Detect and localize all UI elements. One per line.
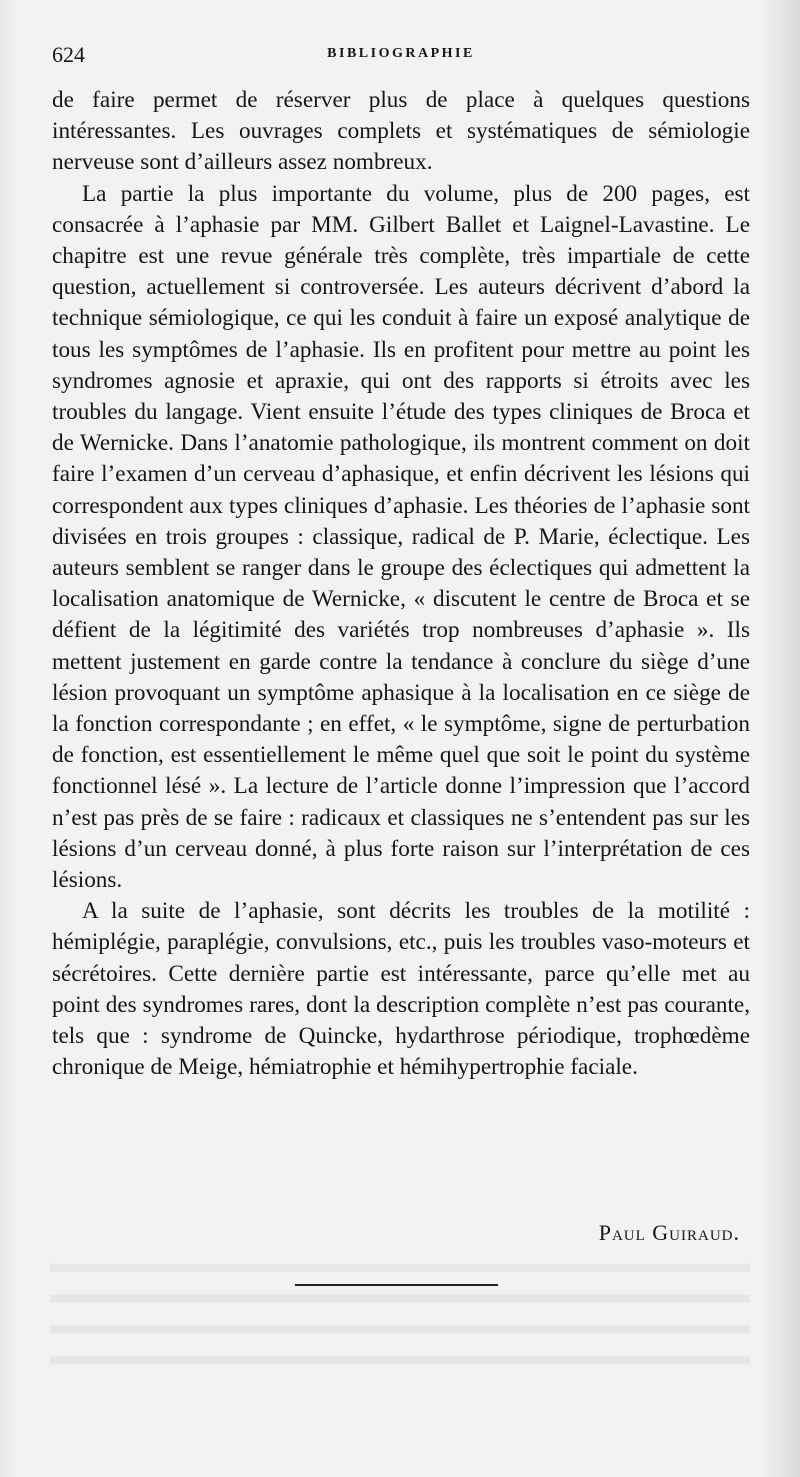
page-number: 624 <box>52 42 85 67</box>
end-divider <box>295 1284 498 1286</box>
page-header <box>52 42 750 74</box>
paragraph-1: de faire permet de réserver plus de place à quelques questions intéressantes. Les ouvrages complets et systématiques de sémiologie nerveuse sont d’ailleurs assez nombreux. <box>52 87 750 176</box>
running-head: BIBLIOGRAPHIE <box>327 46 475 61</box>
author-signature <box>599 1220 740 1246</box>
article-body <box>52 85 750 1084</box>
paragraph-2: La partie la plus importante du volume, plus de 200 pages, est consacrée à l’aphasie par MM. Gilbert Ballet et Laignel-Lavastine. Le chapitre est une revue générale très complète, très impartiale de cette question, actuellement si controversée. Les auteurs décrivent d’abord la technique sémiologique, ce qui les conduit à faire un exposé analytique de tous les symptômes de l’aphasie. Ils en profitent pour mettre au point les syndromes agnosie et apraxie, qui ont des rapports si étroits avec les troubles du langage. Vient ensuite l’étude des types cliniques de Broca et de Wernicke. Dans l’anatomie pathologique, ils montrent comment on doit faire l’examen d’un cerveau d’aphasique, et enfin décrivent les lésions qui correspondent aux types cliniques d’aphasie. Les théories de l’aphasie sont divisées en trois groupes : classique, radical de P. Marie, éclectique. Les auteurs semblent se ranger dans le groupe des éclectiques qui admettent la localisation anatomique de Wernicke, « discutent le centre de Broca et se défient de la légitimité des variétés trop nombreuses d’aphasie ». Ils mettent justement en garde contre la tendance à conclure du siège d’une lésion provoquant un symptôme aphasique à la localisation en ce siège de la fonction correspondante ; en effet, « le symptôme, signe de perturbation de fonction, est essentiellement le même quel que soit le point du système fonctionnel lésé ». La lecture de l’article donne l’impression que l’accord n’est pas près de se faire : radicaux et classiques ne s’entendent pas sur les lésions d’un cerveau donné, à plus forte raison sur l’interprétation de ces lésions. <box>52 180 750 894</box>
author-name: Paul Guiraud. <box>598 1220 740 1245</box>
show-through-texture <box>50 1245 750 1375</box>
paragraph-3: A la suite de l’aphasie, sont décrits les troubles de la motilité : hémiplégie, paraplégie, convulsions, etc., puis les troubles vaso-moteurs et sécrétoires. Cette dernière partie est intéressante, parce qu’elle met au point des syndromes rares, dont la description complète n’est pas courante, tels que : syndrome de Quincke, hydarthrose périodique, trophœdème chronique de Meige, hémiatrophie et hémihypertrophie faciale. <box>52 898 750 1081</box>
